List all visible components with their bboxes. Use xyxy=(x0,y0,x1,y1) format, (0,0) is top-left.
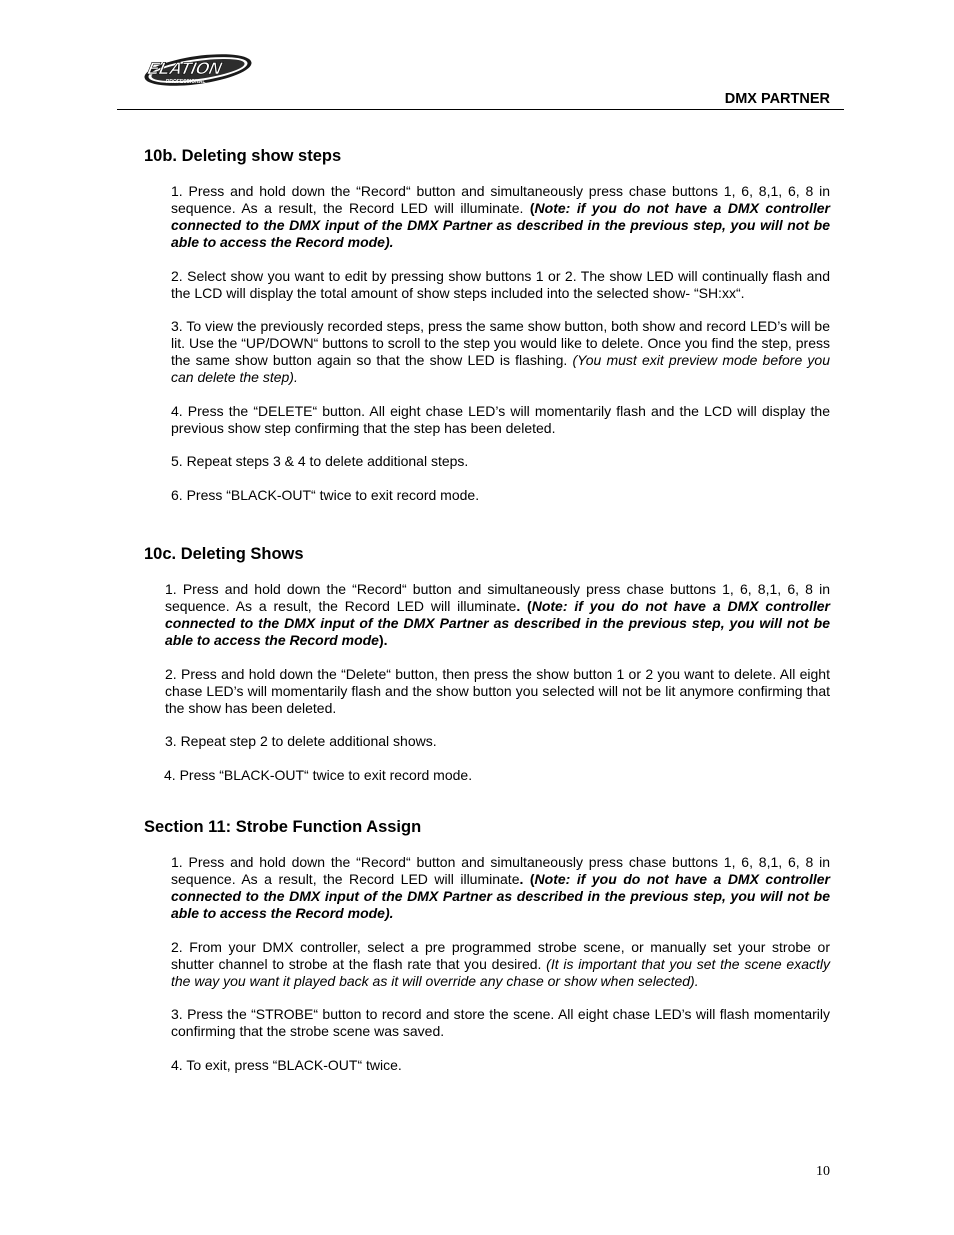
s10c-step-4: 4. Press “BLACK-OUT“ twice to exit record mode. xyxy=(164,767,473,783)
header-rule xyxy=(117,109,844,110)
section-heading-10c: 10c. Deleting Shows xyxy=(144,545,304,563)
s10b-step-4: 4. Press the “DELETE“ button. All eight chase LED’s will momentarily flash and the LCD will display the previous show step confirming that the step has been deleted. xyxy=(171,403,830,436)
s11-step-3: 3. Press the “STROBE“ button to record and store the scene. All eight chase LED’s will flash momentarily confirming that the strobe scene was saved. xyxy=(171,1006,830,1039)
s11-step-1: 1. Press and hold down the “Record“ button and simultaneously press chase buttons 1, 6, 8,1, 6, 8 in sequence. As a result, the Record LED will illuminate. (Note: if you do not have a DMX controller connected to the DMX input of the DMX Partner as described in the previous step, you will not be able to access the Record mode). xyxy=(171,854,830,921)
s11-step-4: 4. To exit, press “BLACK-OUT“ twice. xyxy=(171,1057,402,1073)
elation-professional-logo xyxy=(142,50,254,90)
section-heading-10b: 10b. Deleting show steps xyxy=(144,147,342,165)
document-title: DMX PARTNER xyxy=(724,91,830,107)
s10c-step-1: 1. Press and hold down the “Record“ button and simultaneously press chase buttons 1, 6, 8,1, 6, 8 in sequence. As a result, the Record LED will illuminate. (Note: if you do not have a DMX controller connected to the DMX input of the DMX Partner as described in the previous step, you will not be able to access the Record mode). xyxy=(165,581,830,648)
s10b-step-2: 2. Select show you want to edit by pressing show buttons 1 or 2. The show LED will continually flash and the LCD will display the total amount of show steps included into the selected show- “SH:xx“. xyxy=(171,268,830,301)
section-heading-11: Section 11: Strobe Function Assign xyxy=(144,818,422,836)
s10c-step-3: 3. Repeat step 2 to delete additional shows. xyxy=(165,733,437,749)
svg-text:ELATION: ELATION xyxy=(146,58,224,78)
svg-text:PROFESSIONAL: PROFESSIONAL xyxy=(166,79,206,85)
s10b-step-3: 3. To view the previously recorded steps, press the same show button, both show and record LED’s will be lit. Use the “UP/DOWN“ buttons to scroll to the step you would like to delete. Once you find the step, press the same show button again so that the show LED is flashing. (You must exit preview mode before you can delete the step). xyxy=(171,318,830,385)
s10b-step-1: 1. Press and hold down the “Record“ button and simultaneously press chase buttons 1, 6, 8,1, 6, 8 in sequence. As a result, the Record LED will illuminate. (Note: if you do not have a DMX controller connected to the DMX input of the DMX Partner as described in the previous step, you will not be able to access the Record mode). xyxy=(171,183,830,250)
s10b-step-5: 5. Repeat steps 3 & 4 to delete additional steps. xyxy=(171,453,469,469)
s10c-step-2: 2. Press and hold down the “Delete“ button, then press the show button 1 or 2 you want to delete. All eight chase LED’s will momentarily flash and the show button you selected will not be lit anymore confirming that the show has been deleted. xyxy=(165,666,830,716)
s10b-step-6: 6. Press “BLACK-OUT“ twice to exit record mode. xyxy=(171,487,480,503)
s11-step-2: 2. From your DMX controller, select a pre programmed strobe scene, or manually set your strobe or shutter channel to strobe at the flash rate that you desired. (It is important that you set the scene exactly the way you want it played back as it will override any chase or show when selected). xyxy=(171,939,830,989)
page-number: 10 xyxy=(816,1164,830,1179)
